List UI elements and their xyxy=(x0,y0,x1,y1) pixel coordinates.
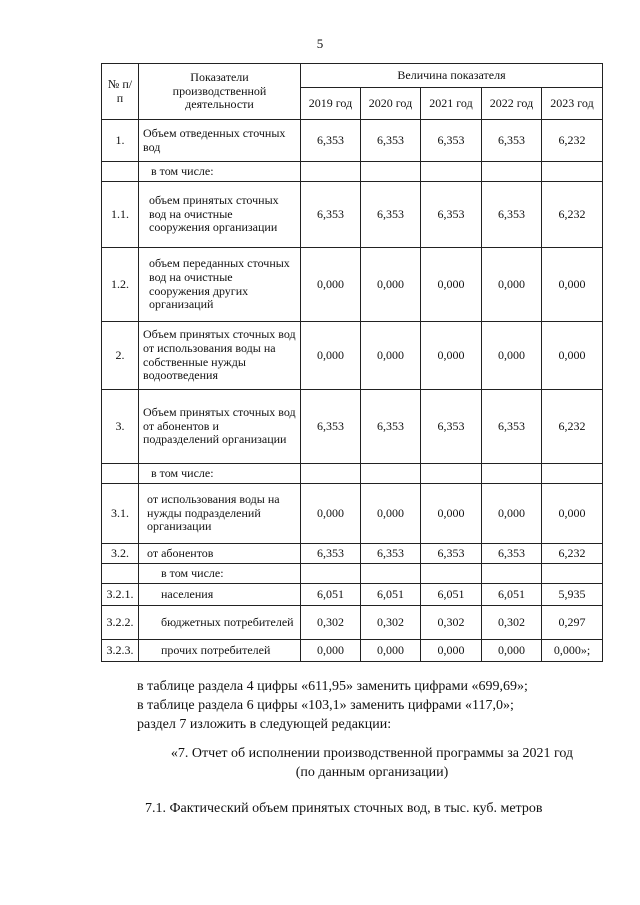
row-label: от абонентов xyxy=(139,544,301,564)
subsection-heading: 7.1. Фактический объем принятых сточных вод, в тыс. куб. метров xyxy=(145,801,543,816)
row-value: 0,000 xyxy=(361,484,421,544)
row-value: 6,353 xyxy=(421,182,482,248)
row-value xyxy=(421,162,482,182)
row-value xyxy=(482,464,542,484)
row-value: 0,000 xyxy=(482,248,542,322)
header-num: № п/п xyxy=(102,64,139,120)
page-number: 5 xyxy=(316,36,324,51)
row-label: прочих потребителей xyxy=(139,640,301,662)
table-row xyxy=(102,564,603,584)
row-value: 0,000 xyxy=(421,322,482,390)
row-value xyxy=(542,162,603,182)
row-value: 0,000 xyxy=(421,640,482,662)
row-value: 6,051 xyxy=(421,584,482,606)
row-value: 0,000 xyxy=(301,248,361,322)
table-row xyxy=(102,584,603,606)
row-num: 3.2.1. xyxy=(102,584,139,606)
row-value xyxy=(361,564,421,584)
table-row xyxy=(102,640,603,662)
row-num: 3.2. xyxy=(102,544,139,564)
table-row xyxy=(102,182,603,248)
row-value xyxy=(482,162,542,182)
row-value: 6,051 xyxy=(482,584,542,606)
header-value-group: Величина показателя xyxy=(301,64,603,88)
row-value: 0,302 xyxy=(421,606,482,640)
row-value xyxy=(301,464,361,484)
row-num xyxy=(102,162,139,182)
row-value: 6,353 xyxy=(301,390,361,464)
row-value: 0,302 xyxy=(361,606,421,640)
row-value: 0,000 xyxy=(301,322,361,390)
row-label: Объем принятых сточных вод от абонентов и подразделений организации xyxy=(139,390,301,464)
row-label: в том числе: xyxy=(139,564,301,584)
row-value: 6,051 xyxy=(301,584,361,606)
row-value: 0,000 xyxy=(542,322,603,390)
table-row xyxy=(102,120,603,162)
row-label: Объем отведенных сточных вод xyxy=(139,120,301,162)
row-value: 0,302 xyxy=(301,606,361,640)
row-value: 6,353 xyxy=(421,120,482,162)
row-value xyxy=(542,464,603,484)
row-value: 0,000 xyxy=(301,484,361,544)
section-heading-line: (по данным организации) xyxy=(295,765,449,780)
table-row xyxy=(102,464,603,484)
header-year: 2021 год xyxy=(421,88,482,120)
section-heading xyxy=(137,744,607,782)
row-num: 3.2.2. xyxy=(102,606,139,640)
row-value: 6,353 xyxy=(421,390,482,464)
row-value: 6,353 xyxy=(301,182,361,248)
row-value: 0,000 xyxy=(361,322,421,390)
row-value: 6,232 xyxy=(542,120,603,162)
row-num: 1. xyxy=(102,120,139,162)
row-value: 0,297 xyxy=(542,606,603,640)
row-value: 0,000 xyxy=(542,484,603,544)
row-value: 6,353 xyxy=(301,120,361,162)
row-num: 3. xyxy=(102,390,139,464)
amendment-text xyxy=(137,677,528,734)
row-value: 0,000 xyxy=(482,322,542,390)
row-label: в том числе: xyxy=(139,162,301,182)
production-indicators-table xyxy=(101,63,603,662)
row-value: 0,000 xyxy=(542,248,603,322)
row-value: 6,232 xyxy=(542,182,603,248)
row-value: 6,232 xyxy=(542,390,603,464)
table-row xyxy=(102,484,603,544)
table-row xyxy=(102,606,603,640)
row-value xyxy=(361,162,421,182)
row-value xyxy=(361,464,421,484)
table-row xyxy=(102,390,603,464)
row-value xyxy=(421,464,482,484)
row-label: объем принятых сточных вод на очистные сооружения организации xyxy=(139,182,301,248)
amendment-line: в таблице раздела 6 цифры «103,1» заменить цифрами «117,0»; xyxy=(137,698,514,713)
row-value xyxy=(301,162,361,182)
row-value: 5,935 xyxy=(542,584,603,606)
header-year: 2023 год xyxy=(542,88,603,120)
row-value xyxy=(421,564,482,584)
row-value: 6,353 xyxy=(482,390,542,464)
row-num: 1.2. xyxy=(102,248,139,322)
row-label: в том числе: xyxy=(139,464,301,484)
row-value xyxy=(542,564,603,584)
header-year: 2022 год xyxy=(482,88,542,120)
row-value: 0,000 xyxy=(361,640,421,662)
row-label: бюджетных потребителей xyxy=(139,606,301,640)
header-year: 2020 год xyxy=(361,88,421,120)
row-label: Объем принятых сточных вод от использования воды на собственные нужды водоотведения xyxy=(139,322,301,390)
row-value: 6,353 xyxy=(301,544,361,564)
row-value: 6,353 xyxy=(482,182,542,248)
row-value: 0,000 xyxy=(482,640,542,662)
table-row xyxy=(102,544,603,564)
row-value: 0,000 xyxy=(361,248,421,322)
row-value: 6,353 xyxy=(482,120,542,162)
header-indicator: Показатели производственной деятельности xyxy=(139,64,301,120)
table-row xyxy=(102,322,603,390)
row-num: 2. xyxy=(102,322,139,390)
amendment-line: в таблице раздела 4 цифры «611,95» заменить цифрами «699,69»; xyxy=(137,679,528,694)
table-row xyxy=(102,162,603,182)
row-value xyxy=(482,564,542,584)
row-value: 6,353 xyxy=(421,544,482,564)
row-value: 0,000»; xyxy=(542,640,603,662)
row-value: 6,232 xyxy=(542,544,603,564)
row-value: 6,353 xyxy=(361,544,421,564)
row-value: 6,353 xyxy=(482,544,542,564)
row-value: 0,000 xyxy=(421,484,482,544)
row-value: 6,353 xyxy=(361,182,421,248)
row-label: объем переданных сточных вод на очистные сооружения других организаций xyxy=(139,248,301,322)
section-heading-line: «7. Отчет об исполнении производственной программы за 2021 год xyxy=(170,746,574,761)
row-num: 1.1. xyxy=(102,182,139,248)
row-value: 0,000 xyxy=(421,248,482,322)
row-num xyxy=(102,564,139,584)
header-year: 2019 год xyxy=(301,88,361,120)
row-value: 6,353 xyxy=(361,390,421,464)
row-value xyxy=(301,564,361,584)
row-num xyxy=(102,464,139,484)
row-value: 6,051 xyxy=(361,584,421,606)
table-row xyxy=(102,248,603,322)
row-num: 3.1. xyxy=(102,484,139,544)
row-label: населения xyxy=(139,584,301,606)
row-num: 3.2.3. xyxy=(102,640,139,662)
row-label: от использования воды на нужды подразделений организации xyxy=(139,484,301,544)
row-value: 0,302 xyxy=(482,606,542,640)
row-value: 6,353 xyxy=(361,120,421,162)
row-value: 0,000 xyxy=(482,484,542,544)
amendment-line: раздел 7 изложить в следующей редакции: xyxy=(137,717,392,732)
row-value: 0,000 xyxy=(301,640,361,662)
